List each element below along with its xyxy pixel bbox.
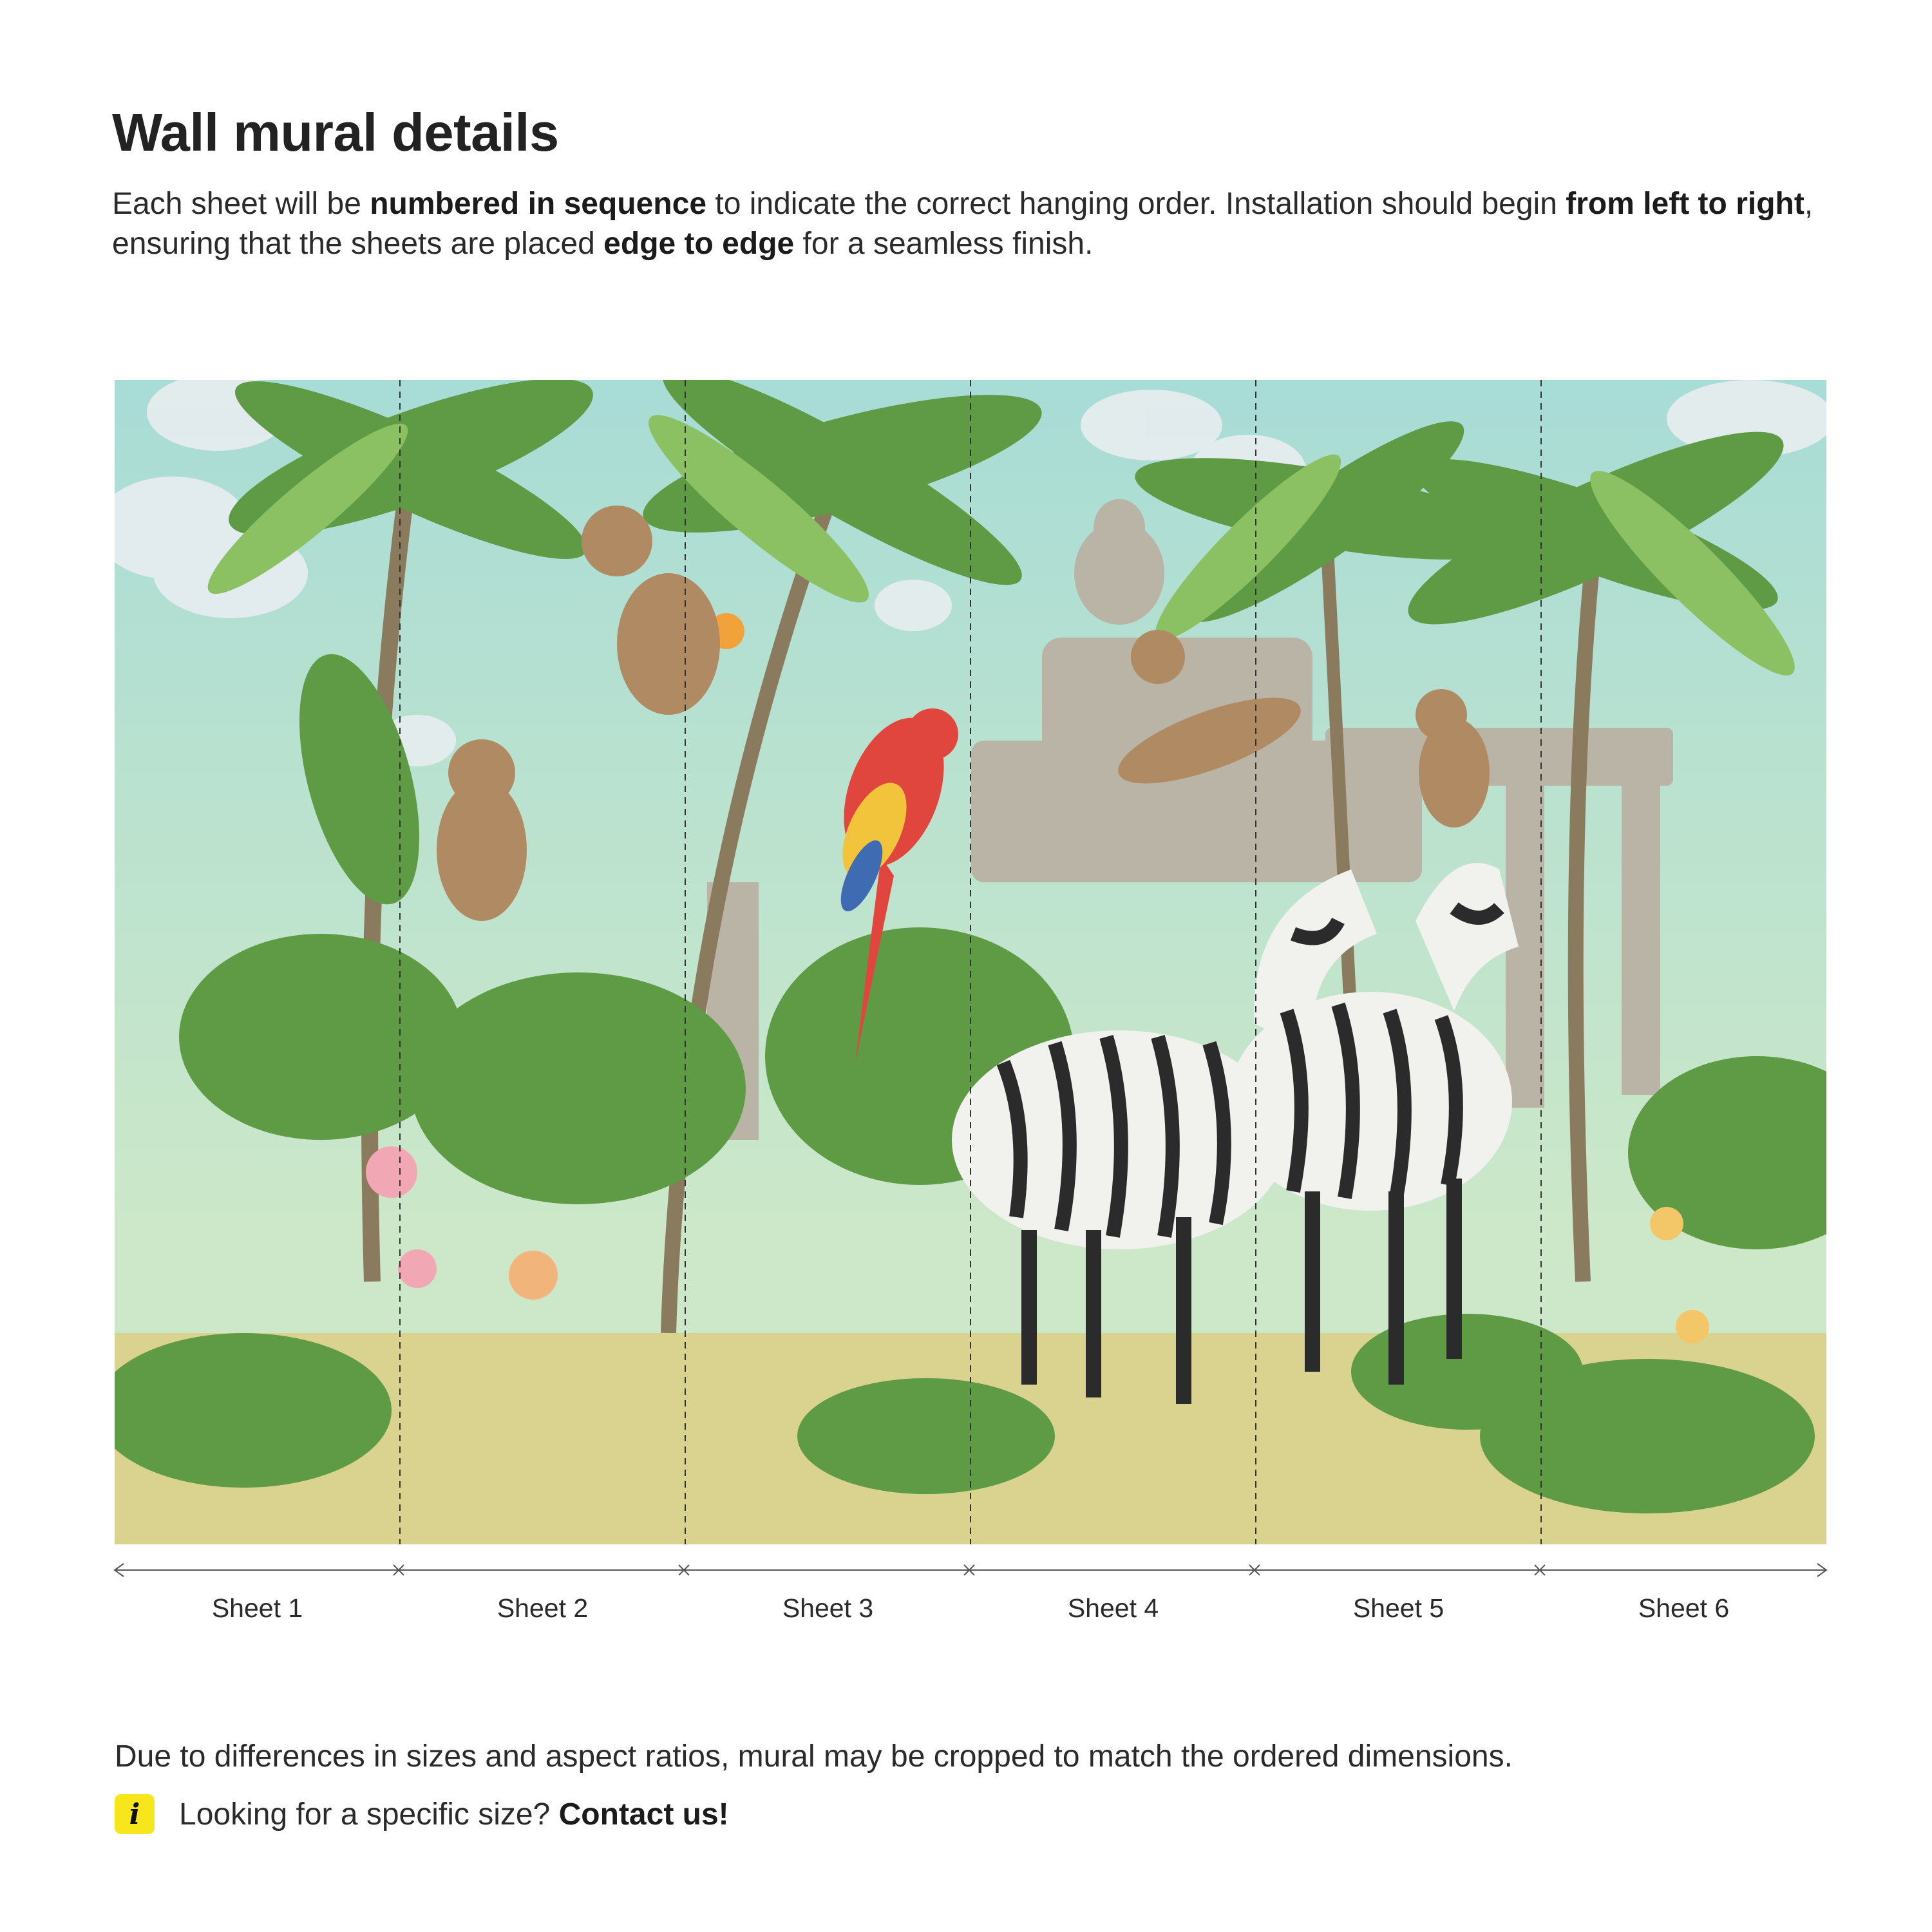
- contact-us-link[interactable]: Contact us!: [558, 1797, 729, 1832]
- info-icon: i: [115, 1794, 155, 1834]
- contact-question: Looking for a specific size?: [179, 1797, 559, 1832]
- jungle-scene: [115, 380, 1826, 1544]
- intro-bold-numbered: numbered in sequence: [370, 187, 707, 221]
- intro-bold-edge: edge to edge: [603, 227, 795, 261]
- crop-notice: Due to differences in sizes and aspect ratios, mural may be cropped to match the ordered dimensions.: [115, 1739, 1513, 1774]
- intro-bold-direction: from left to right: [1566, 187, 1804, 221]
- intro-text-2: to indicate the correct hanging order. Installation should begin: [706, 187, 1566, 221]
- intro-text-1: Each sheet will be: [112, 187, 370, 221]
- sheet-label-1: Sheet 1: [211, 1593, 303, 1623]
- intro-paragraph: [112, 184, 1851, 264]
- sheet-label-2: Sheet 2: [497, 1593, 589, 1623]
- sheet-label-4: Sheet 4: [1067, 1593, 1159, 1623]
- intro-text-4: for a seamless finish.: [794, 227, 1094, 261]
- page-title: Wall mural details: [112, 102, 559, 162]
- ruler-line: [112, 1557, 1829, 1583]
- contact-row: [115, 1793, 729, 1835]
- contact-text: [179, 1797, 729, 1832]
- sheet-label-6: Sheet 6: [1638, 1593, 1730, 1623]
- sheet-label-5: Sheet 5: [1352, 1593, 1444, 1623]
- mural-illustration: [115, 380, 1826, 1544]
- sheet-label-3: Sheet 3: [782, 1593, 874, 1623]
- intro-text-3: , ensuring that the sheets are placed: [112, 187, 1814, 261]
